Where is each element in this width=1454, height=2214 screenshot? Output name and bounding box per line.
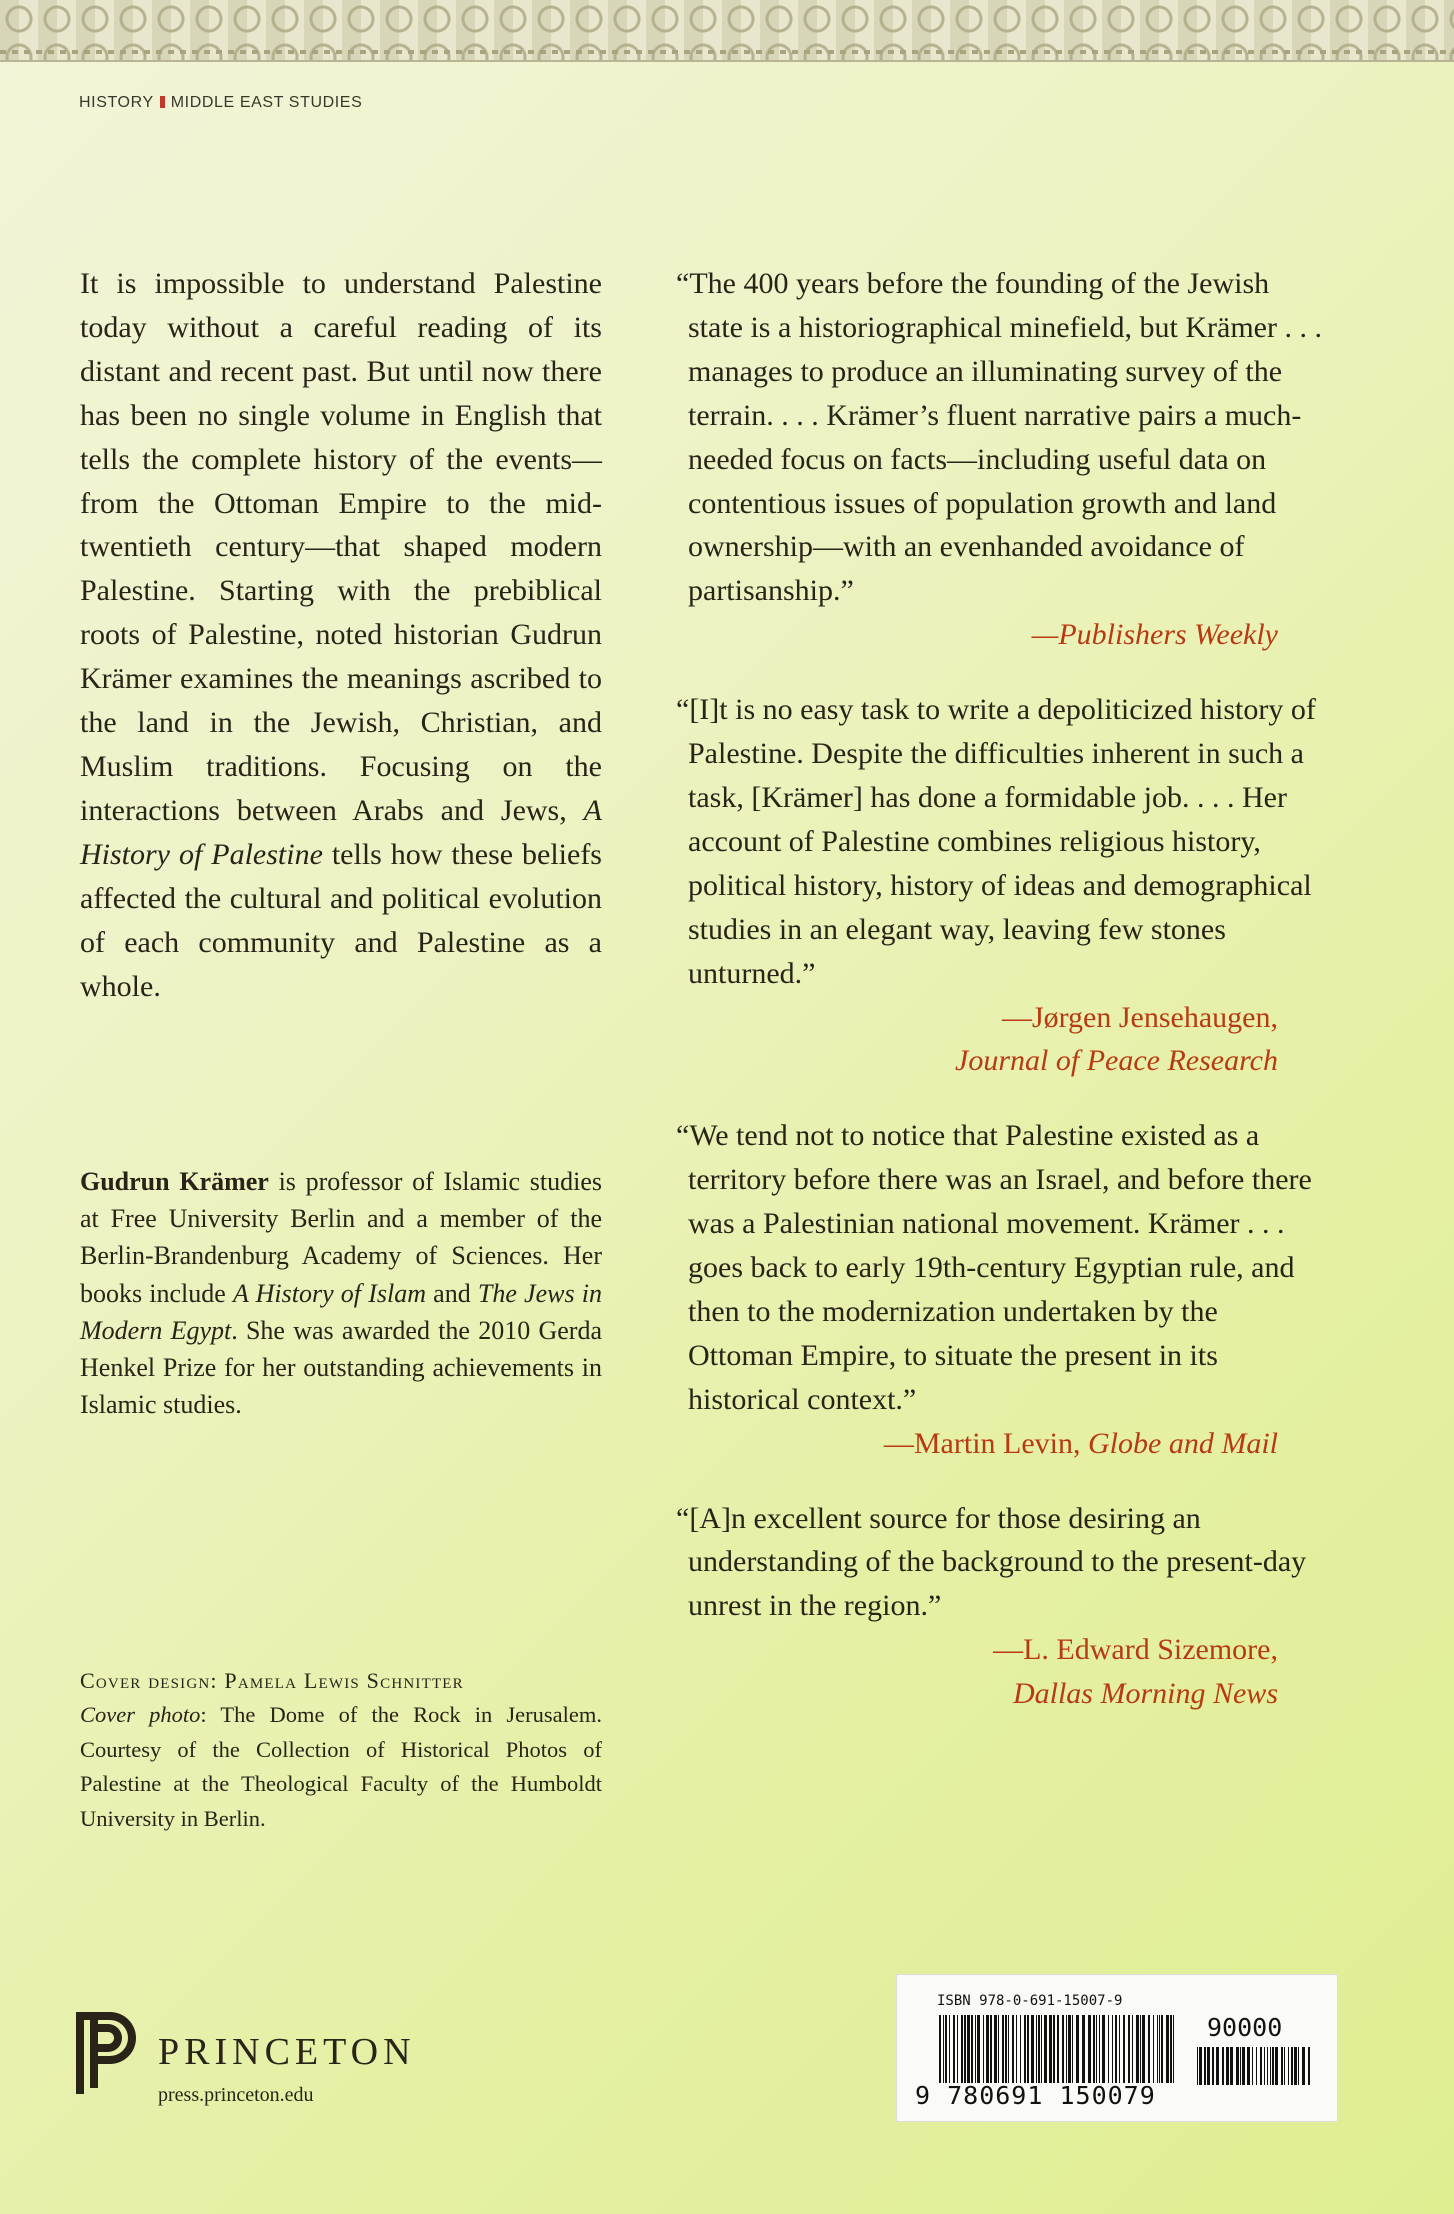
quote-person: —Jørgen Jensehaugen, [1001, 1000, 1278, 1034]
quote-source: Journal of Peace Research [955, 1044, 1278, 1078]
barcode-bars-icon [939, 2015, 1179, 2083]
review-quotes [670, 262, 1330, 1747]
category-separator [160, 96, 165, 108]
description-book-title: A History of Palestine [80, 793, 602, 871]
cover-design-credit: Cover design: Pamela Lewis Schnitter [80, 1668, 464, 1693]
quote-attribution [670, 996, 1330, 1040]
review-quote [670, 1497, 1330, 1717]
quote-source: —Publishers Weekly [1031, 618, 1278, 652]
category-history: HISTORY [79, 94, 154, 111]
cover-photo-text: : The Dome of the Rock in Jerusalem. Courtesy of the Collection of Historical Photos of Palestine at the Theological Faculty of the Humboldt University in Berlin. [80, 1702, 602, 1831]
quote-text: “We tend not to notice that Palestine existed as a territory before there was an Israel, and before there was a Palestinian national movement. Krämer . . . goes back to early 19th-century Egyptian rule, and then to the modernization undertaken by the Ottoman Empire, to situate the present in its historical context.” [676, 1119, 1312, 1416]
book-description [80, 262, 602, 1008]
category-middle-east: MIDDLE EAST STUDIES [170, 94, 363, 111]
review-quote [670, 1114, 1330, 1465]
review-quote [670, 262, 1330, 657]
princeton-logo-icon [76, 2012, 142, 2094]
description-text: It is impossible to understand Palestine today without a careful reading of its distant and recent past. But until now there has been no single volume in English that tells the complete history of the events—from the Ottoman Empire to the mid-twentieth century—that shaped modern Palestine. Starting with the prebiblical roots of Palestine, noted historian Gudrun Krämer examines the meanings ascribed to the land in the Jewish, Christian, and Muslim traditions. Focusing on the interactions between Arabs and Jews, [80, 267, 602, 827]
quote-text: “The 400 years before the founding of the Jewish state is a historiographical minefield, but Krämer . . . manages to produce an illuminating survey of the terrain. . . . Krämer’s fluent narrative pairs a much-needed focus on facts—including useful data on contentious issues of population growth and land ownership—with an evenhanded avoidance of partisanship.” [676, 267, 1322, 608]
bio-book-1: A History of Islam [233, 1278, 426, 1308]
isbn-number: ISBN 978-0-691-15007-9 [937, 1993, 1123, 2009]
publisher-logo [76, 2012, 416, 2107]
quote-text: “[I]t is no easy task to write a depoliticized history of Palestine. Despite the difficulties inherent in such a task, [Krämer] has done a formidable job. . . . Her account of Palestine combines religious history, political history, history of ideas and demographical studies in an elegant way, leaving few stones unturned.” [676, 693, 1316, 990]
price-barcode-bars-icon [1197, 2047, 1315, 2085]
review-quote [670, 688, 1330, 1083]
cover-photo-credit [80, 1698, 602, 1836]
bio-text: and [425, 1278, 478, 1308]
author-name: Gudrun Krämer [80, 1167, 269, 1196]
quote-person: —Martin Levin, [883, 1426, 1089, 1460]
price-code: 90000 [1207, 2013, 1283, 2042]
quote-attribution [670, 1422, 1330, 1466]
cover-photo-label: Cover photo [80, 1702, 201, 1727]
quote-attribution [670, 613, 1330, 657]
quote-source: Globe and Mail [1088, 1426, 1278, 1460]
bio-book-2: The Jews in Modern Egypt [80, 1278, 602, 1345]
description-text-end: tells how these beliefs affected the cultural and political evolution of each community and Palestine as a whole. [80, 837, 602, 1003]
quote-text: “[A]n excellent source for those desiring an understanding of the background to the present-day unrest in the region.” [676, 1501, 1307, 1623]
quote-attribution [670, 1672, 1330, 1716]
bio-text: is professor of Islamic studies at Free University Berlin and a member of the Berlin-Brandenburg Academy of Sciences. Her books include [80, 1167, 602, 1308]
cover-credits [80, 1664, 602, 1836]
ornamental-border [0, 0, 1454, 62]
quote-attribution [670, 1628, 1330, 1672]
barcode-digits: 9 780691 150079 [915, 2081, 1156, 2110]
bio-text: . She was awarded the 2010 Gerda Henkel Prize for her outstanding achievements in Islamic studies. [80, 1315, 602, 1420]
quote-attribution [670, 1039, 1330, 1083]
author-bio [80, 1163, 602, 1423]
category-label [79, 94, 362, 112]
quote-source: Dallas Morning News [1012, 1677, 1278, 1711]
publisher-name: PRINCETON [158, 2031, 416, 2073]
isbn-barcode [896, 1974, 1338, 2122]
quote-person: —L. Edward Sizemore, [993, 1633, 1278, 1667]
publisher-url: press.princeton.edu [158, 2084, 314, 2106]
